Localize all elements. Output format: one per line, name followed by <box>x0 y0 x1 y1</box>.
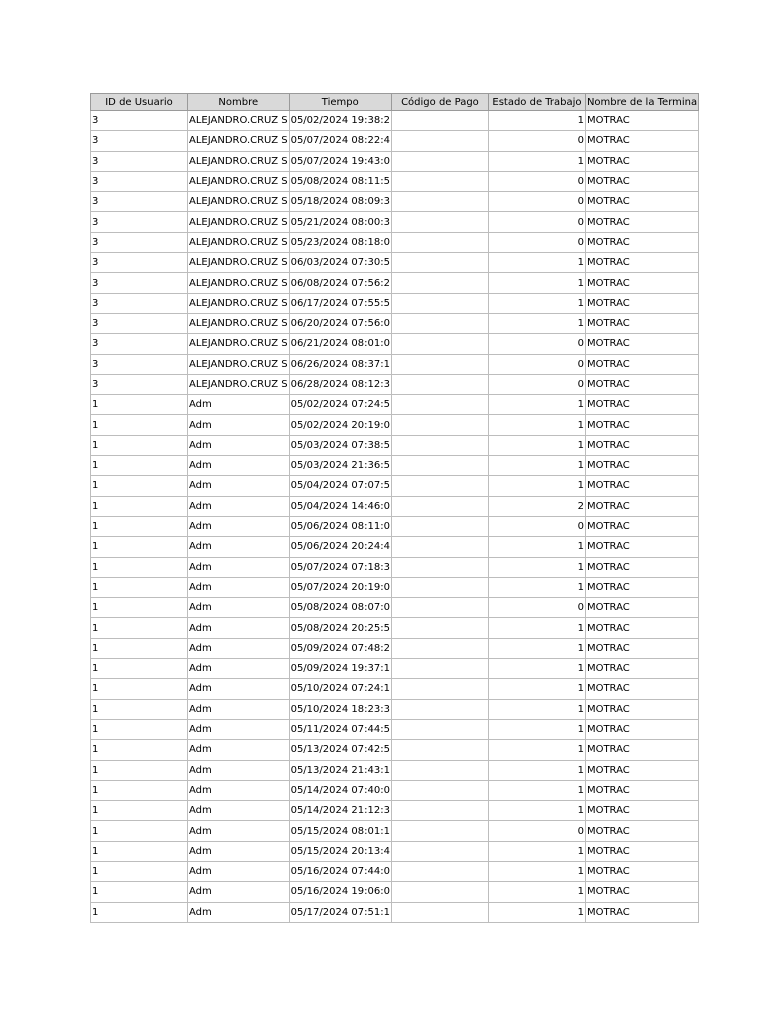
cell-work-status: 0 <box>488 192 585 212</box>
cell-terminal-name: MOTRAC <box>585 212 698 232</box>
cell-work-status: 0 <box>488 232 585 252</box>
header-row <box>91 94 699 111</box>
table-row <box>91 334 699 354</box>
cell-user-id: 1 <box>91 821 188 841</box>
cell-payment-code <box>391 699 488 719</box>
cell-time: 06/03/2024 07:30:5 <box>289 253 391 273</box>
cell-terminal-name: MOTRAC <box>585 516 698 536</box>
cell-time: 05/16/2024 07:44:0 <box>289 861 391 881</box>
cell-name: Adm <box>188 435 290 455</box>
cell-work-status: 1 <box>488 699 585 719</box>
cell-user-id: 1 <box>91 577 188 597</box>
cell-name: Adm <box>188 415 290 435</box>
cell-work-status: 1 <box>488 435 585 455</box>
table-row <box>91 253 699 273</box>
table-row <box>91 354 699 374</box>
cell-user-id: 3 <box>91 334 188 354</box>
cell-work-status: 0 <box>488 334 585 354</box>
cell-terminal-name: MOTRAC <box>585 679 698 699</box>
cell-time: 06/21/2024 08:01:0 <box>289 334 391 354</box>
cell-work-status: 1 <box>488 740 585 760</box>
cell-name: Adm <box>188 395 290 415</box>
cell-user-id: 1 <box>91 476 188 496</box>
table-row <box>91 476 699 496</box>
cell-payment-code <box>391 577 488 597</box>
cell-name: Adm <box>188 638 290 658</box>
cell-name: Adm <box>188 882 290 902</box>
cell-work-status: 1 <box>488 719 585 739</box>
cell-work-status: 1 <box>488 395 585 415</box>
table-row <box>91 415 699 435</box>
cell-payment-code <box>391 760 488 780</box>
cell-work-status: 1 <box>488 861 585 881</box>
table-row <box>91 293 699 313</box>
cell-payment-code <box>391 334 488 354</box>
cell-payment-code <box>391 861 488 881</box>
cell-time: 05/08/2024 08:11:5 <box>289 171 391 191</box>
cell-work-status: 0 <box>488 131 585 151</box>
cell-work-status: 0 <box>488 821 585 841</box>
cell-payment-code <box>391 537 488 557</box>
table-row <box>91 760 699 780</box>
cell-time: 05/08/2024 20:25:5 <box>289 618 391 638</box>
cell-time: 05/10/2024 07:24:1 <box>289 679 391 699</box>
table-row <box>91 435 699 455</box>
cell-user-id: 3 <box>91 212 188 232</box>
cell-user-id: 1 <box>91 780 188 800</box>
cell-name: Adm <box>188 780 290 800</box>
cell-payment-code <box>391 719 488 739</box>
cell-user-id: 1 <box>91 882 188 902</box>
cell-user-id: 1 <box>91 557 188 577</box>
table-row <box>91 557 699 577</box>
attendance-table <box>90 93 699 923</box>
cell-time: 05/06/2024 08:11:0 <box>289 516 391 536</box>
table-row <box>91 659 699 679</box>
cell-time: 05/04/2024 07:07:5 <box>289 476 391 496</box>
cell-user-id: 3 <box>91 151 188 171</box>
table-row <box>91 861 699 881</box>
cell-payment-code <box>391 679 488 699</box>
cell-terminal-name: MOTRAC <box>585 618 698 638</box>
cell-work-status: 1 <box>488 273 585 293</box>
header-terminal-name: Nombre de la Termina <box>585 94 698 111</box>
table-row <box>91 598 699 618</box>
cell-payment-code <box>391 780 488 800</box>
cell-name: ALEJANDRO.CRUZ S <box>188 273 290 293</box>
cell-payment-code <box>391 293 488 313</box>
cell-payment-code <box>391 902 488 922</box>
cell-name: ALEJANDRO.CRUZ S <box>188 212 290 232</box>
cell-time: 05/09/2024 07:48:2 <box>289 638 391 658</box>
cell-work-status: 1 <box>488 760 585 780</box>
cell-work-status: 0 <box>488 516 585 536</box>
cell-user-id: 1 <box>91 902 188 922</box>
cell-payment-code <box>391 111 488 131</box>
cell-name: Adm <box>188 476 290 496</box>
table-row <box>91 456 699 476</box>
cell-payment-code <box>391 374 488 394</box>
cell-payment-code <box>391 273 488 293</box>
table-row <box>91 516 699 536</box>
cell-terminal-name: MOTRAC <box>585 293 698 313</box>
cell-name: ALEJANDRO.CRUZ S <box>188 151 290 171</box>
cell-work-status: 0 <box>488 354 585 374</box>
cell-time: 05/23/2024 08:18:0 <box>289 232 391 252</box>
cell-user-id: 1 <box>91 801 188 821</box>
cell-user-id: 1 <box>91 638 188 658</box>
cell-user-id: 1 <box>91 598 188 618</box>
table-row <box>91 577 699 597</box>
table-row <box>91 273 699 293</box>
cell-time: 06/20/2024 07:56:0 <box>289 313 391 333</box>
table-row <box>91 313 699 333</box>
cell-time: 05/14/2024 21:12:3 <box>289 801 391 821</box>
cell-terminal-name: MOTRAC <box>585 598 698 618</box>
cell-time: 05/07/2024 08:22:4 <box>289 131 391 151</box>
cell-name: Adm <box>188 537 290 557</box>
header-name: Nombre <box>188 94 290 111</box>
cell-name: Adm <box>188 699 290 719</box>
cell-payment-code <box>391 882 488 902</box>
cell-name: ALEJANDRO.CRUZ S <box>188 293 290 313</box>
cell-terminal-name: MOTRAC <box>585 232 698 252</box>
cell-time: 05/07/2024 19:43:0 <box>289 151 391 171</box>
cell-terminal-name: MOTRAC <box>585 395 698 415</box>
cell-work-status: 1 <box>488 801 585 821</box>
cell-time: 05/09/2024 19:37:1 <box>289 659 391 679</box>
cell-user-id: 1 <box>91 699 188 719</box>
cell-name: Adm <box>188 496 290 516</box>
cell-work-status: 1 <box>488 415 585 435</box>
cell-payment-code <box>391 415 488 435</box>
cell-terminal-name: MOTRAC <box>585 821 698 841</box>
table-row <box>91 719 699 739</box>
header-time: Tiempo <box>289 94 391 111</box>
cell-payment-code <box>391 171 488 191</box>
cell-user-id: 3 <box>91 374 188 394</box>
cell-work-status: 1 <box>488 841 585 861</box>
table-row <box>91 740 699 760</box>
cell-terminal-name: MOTRAC <box>585 151 698 171</box>
cell-payment-code <box>391 395 488 415</box>
cell-terminal-name: MOTRAC <box>585 313 698 333</box>
cell-terminal-name: MOTRAC <box>585 435 698 455</box>
cell-payment-code <box>391 841 488 861</box>
cell-payment-code <box>391 801 488 821</box>
cell-terminal-name: MOTRAC <box>585 476 698 496</box>
cell-terminal-name: MOTRAC <box>585 415 698 435</box>
cell-payment-code <box>391 456 488 476</box>
cell-user-id: 3 <box>91 273 188 293</box>
cell-terminal-name: MOTRAC <box>585 841 698 861</box>
table-row <box>91 171 699 191</box>
table-row <box>91 679 699 699</box>
cell-time: 06/17/2024 07:55:5 <box>289 293 391 313</box>
table-body <box>91 111 699 923</box>
cell-payment-code <box>391 638 488 658</box>
cell-name: Adm <box>188 902 290 922</box>
cell-time: 05/03/2024 07:38:5 <box>289 435 391 455</box>
cell-terminal-name: MOTRAC <box>585 740 698 760</box>
cell-name: ALEJANDRO.CRUZ S <box>188 171 290 191</box>
cell-time: 05/06/2024 20:24:4 <box>289 537 391 557</box>
cell-time: 05/02/2024 19:38:2 <box>289 111 391 131</box>
cell-work-status: 1 <box>488 557 585 577</box>
cell-time: 05/07/2024 20:19:0 <box>289 577 391 597</box>
table-row <box>91 374 699 394</box>
cell-user-id: 1 <box>91 456 188 476</box>
cell-work-status: 1 <box>488 618 585 638</box>
cell-name: Adm <box>188 659 290 679</box>
cell-terminal-name: MOTRAC <box>585 882 698 902</box>
cell-terminal-name: MOTRAC <box>585 801 698 821</box>
cell-name: ALEJANDRO.CRUZ S <box>188 374 290 394</box>
table-row <box>91 111 699 131</box>
table-row <box>91 821 699 841</box>
cell-terminal-name: MOTRAC <box>585 354 698 374</box>
cell-name: Adm <box>188 821 290 841</box>
table-row <box>91 801 699 821</box>
cell-work-status: 2 <box>488 496 585 516</box>
cell-time: 05/04/2024 14:46:0 <box>289 496 391 516</box>
cell-payment-code <box>391 659 488 679</box>
cell-time: 05/17/2024 07:51:1 <box>289 902 391 922</box>
cell-user-id: 1 <box>91 395 188 415</box>
cell-name: ALEJANDRO.CRUZ S <box>188 354 290 374</box>
cell-time: 05/13/2024 07:42:5 <box>289 740 391 760</box>
cell-name: ALEJANDRO.CRUZ S <box>188 334 290 354</box>
cell-time: 05/14/2024 07:40:0 <box>289 780 391 800</box>
cell-work-status: 0 <box>488 171 585 191</box>
cell-name: Adm <box>188 740 290 760</box>
cell-work-status: 1 <box>488 659 585 679</box>
cell-payment-code <box>391 740 488 760</box>
cell-payment-code <box>391 354 488 374</box>
cell-payment-code <box>391 557 488 577</box>
cell-terminal-name: MOTRAC <box>585 557 698 577</box>
cell-name: ALEJANDRO.CRUZ S <box>188 111 290 131</box>
cell-payment-code <box>391 253 488 273</box>
cell-payment-code <box>391 212 488 232</box>
cell-terminal-name: MOTRAC <box>585 719 698 739</box>
cell-user-id: 3 <box>91 192 188 212</box>
cell-work-status: 1 <box>488 679 585 699</box>
cell-user-id: 3 <box>91 232 188 252</box>
cell-time: 05/15/2024 08:01:1 <box>289 821 391 841</box>
cell-terminal-name: MOTRAC <box>585 273 698 293</box>
cell-work-status: 1 <box>488 577 585 597</box>
table-row <box>91 212 699 232</box>
cell-work-status: 1 <box>488 780 585 800</box>
cell-payment-code <box>391 476 488 496</box>
cell-user-id: 3 <box>91 253 188 273</box>
cell-name: Adm <box>188 801 290 821</box>
cell-work-status: 1 <box>488 456 585 476</box>
table-row <box>91 496 699 516</box>
table-row <box>91 232 699 252</box>
cell-user-id: 1 <box>91 618 188 638</box>
header-work-status: Estado de Trabajo <box>488 94 585 111</box>
table-row <box>91 151 699 171</box>
cell-payment-code <box>391 598 488 618</box>
cell-time: 05/02/2024 20:19:0 <box>289 415 391 435</box>
cell-terminal-name: MOTRAC <box>585 131 698 151</box>
cell-name: Adm <box>188 456 290 476</box>
cell-user-id: 1 <box>91 740 188 760</box>
cell-time: 06/08/2024 07:56:2 <box>289 273 391 293</box>
header-user-id: ID de Usuario <box>91 94 188 111</box>
cell-work-status: 1 <box>488 902 585 922</box>
cell-work-status: 1 <box>488 293 585 313</box>
table-row <box>91 131 699 151</box>
cell-name: ALEJANDRO.CRUZ S <box>188 131 290 151</box>
cell-name: ALEJANDRO.CRUZ S <box>188 232 290 252</box>
cell-terminal-name: MOTRAC <box>585 780 698 800</box>
cell-time: 05/18/2024 08:09:3 <box>289 192 391 212</box>
cell-name: ALEJANDRO.CRUZ S <box>188 192 290 212</box>
cell-work-status: 0 <box>488 598 585 618</box>
cell-time: 05/21/2024 08:00:3 <box>289 212 391 232</box>
cell-terminal-name: MOTRAC <box>585 171 698 191</box>
cell-user-id: 3 <box>91 293 188 313</box>
table-row <box>91 780 699 800</box>
cell-terminal-name: MOTRAC <box>585 374 698 394</box>
cell-user-id: 3 <box>91 354 188 374</box>
cell-user-id: 3 <box>91 111 188 131</box>
cell-user-id: 1 <box>91 415 188 435</box>
cell-time: 05/08/2024 08:07:0 <box>289 598 391 618</box>
cell-user-id: 1 <box>91 435 188 455</box>
cell-name: Adm <box>188 719 290 739</box>
cell-user-id: 1 <box>91 516 188 536</box>
cell-work-status: 1 <box>488 151 585 171</box>
table-row <box>91 638 699 658</box>
cell-work-status: 1 <box>488 253 585 273</box>
cell-payment-code <box>391 496 488 516</box>
cell-time: 05/07/2024 07:18:3 <box>289 557 391 577</box>
cell-payment-code <box>391 131 488 151</box>
table-row <box>91 395 699 415</box>
cell-terminal-name: MOTRAC <box>585 760 698 780</box>
cell-user-id: 1 <box>91 841 188 861</box>
cell-time: 05/13/2024 21:43:1 <box>289 760 391 780</box>
cell-work-status: 0 <box>488 374 585 394</box>
cell-work-status: 1 <box>488 638 585 658</box>
cell-time: 05/11/2024 07:44:5 <box>289 719 391 739</box>
cell-payment-code <box>391 232 488 252</box>
cell-user-id: 1 <box>91 719 188 739</box>
cell-work-status: 1 <box>488 537 585 557</box>
cell-work-status: 1 <box>488 111 585 131</box>
cell-time: 05/16/2024 19:06:0 <box>289 882 391 902</box>
cell-payment-code <box>391 821 488 841</box>
cell-name: Adm <box>188 598 290 618</box>
cell-time: 06/26/2024 08:37:1 <box>289 354 391 374</box>
cell-name: Adm <box>188 557 290 577</box>
cell-name: Adm <box>188 679 290 699</box>
cell-name: Adm <box>188 618 290 638</box>
cell-payment-code <box>391 313 488 333</box>
table-row <box>91 882 699 902</box>
cell-user-id: 3 <box>91 171 188 191</box>
cell-name: Adm <box>188 861 290 881</box>
cell-terminal-name: MOTRAC <box>585 699 698 719</box>
cell-name: ALEJANDRO.CRUZ S <box>188 313 290 333</box>
cell-terminal-name: MOTRAC <box>585 111 698 131</box>
cell-terminal-name: MOTRAC <box>585 638 698 658</box>
table-row <box>91 841 699 861</box>
cell-work-status: 0 <box>488 212 585 232</box>
cell-terminal-name: MOTRAC <box>585 253 698 273</box>
cell-user-id: 1 <box>91 496 188 516</box>
cell-user-id: 3 <box>91 313 188 333</box>
cell-user-id: 1 <box>91 537 188 557</box>
table-row <box>91 902 699 922</box>
cell-user-id: 1 <box>91 861 188 881</box>
cell-payment-code <box>391 618 488 638</box>
cell-time: 06/28/2024 08:12:3 <box>289 374 391 394</box>
cell-terminal-name: MOTRAC <box>585 659 698 679</box>
cell-payment-code <box>391 516 488 536</box>
cell-terminal-name: MOTRAC <box>585 537 698 557</box>
cell-time: 05/02/2024 07:24:5 <box>289 395 391 415</box>
cell-name: Adm <box>188 841 290 861</box>
cell-user-id: 1 <box>91 659 188 679</box>
cell-terminal-name: MOTRAC <box>585 456 698 476</box>
cell-payment-code <box>391 192 488 212</box>
cell-user-id: 1 <box>91 760 188 780</box>
table-row <box>91 537 699 557</box>
cell-terminal-name: MOTRAC <box>585 861 698 881</box>
cell-payment-code <box>391 151 488 171</box>
cell-work-status: 1 <box>488 476 585 496</box>
cell-terminal-name: MOTRAC <box>585 334 698 354</box>
table-row <box>91 618 699 638</box>
cell-name: ALEJANDRO.CRUZ S <box>188 253 290 273</box>
cell-time: 05/10/2024 18:23:3 <box>289 699 391 719</box>
cell-work-status: 1 <box>488 882 585 902</box>
header-payment-code: Código de Pago <box>391 94 488 111</box>
cell-name: Adm <box>188 577 290 597</box>
cell-work-status: 1 <box>488 313 585 333</box>
cell-user-id: 1 <box>91 679 188 699</box>
cell-user-id: 3 <box>91 131 188 151</box>
cell-terminal-name: MOTRAC <box>585 902 698 922</box>
cell-time: 05/03/2024 21:36:5 <box>289 456 391 476</box>
cell-terminal-name: MOTRAC <box>585 192 698 212</box>
cell-terminal-name: MOTRAC <box>585 496 698 516</box>
table-row <box>91 699 699 719</box>
cell-time: 05/15/2024 20:13:4 <box>289 841 391 861</box>
table-row <box>91 192 699 212</box>
cell-payment-code <box>391 435 488 455</box>
cell-name: Adm <box>188 760 290 780</box>
cell-terminal-name: MOTRAC <box>585 577 698 597</box>
cell-name: Adm <box>188 516 290 536</box>
